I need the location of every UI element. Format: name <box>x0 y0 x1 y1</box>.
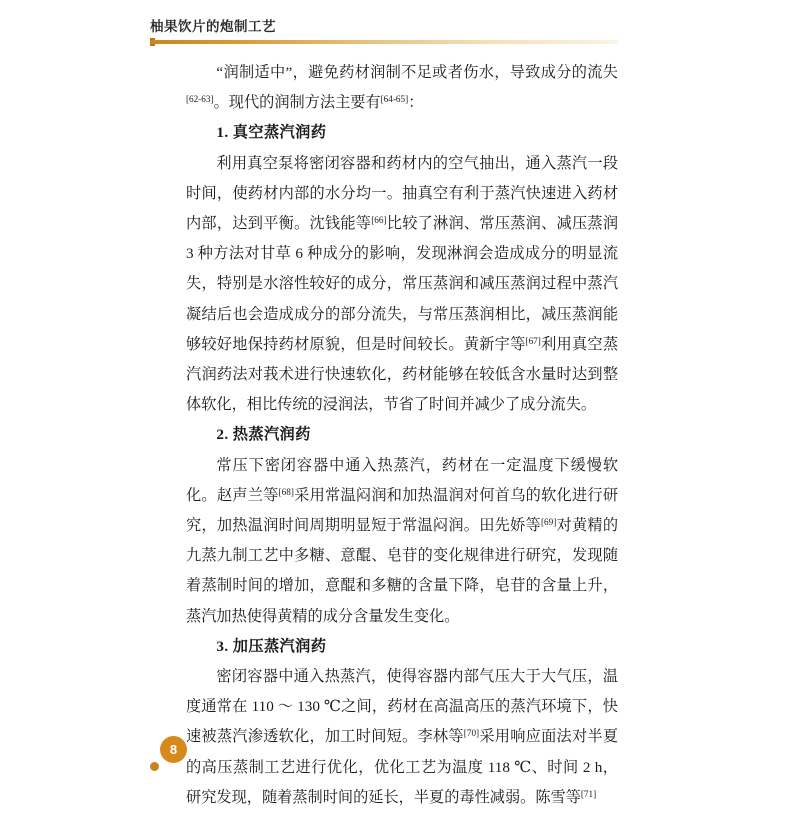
citation-71: [71] <box>580 788 597 799</box>
folio-dot-decoration <box>150 762 159 771</box>
section-heading-3: 3. 加压蒸汽润药 <box>216 637 327 655</box>
section-2-text-1: 常压下密闭容器中通入热蒸汽，药材在一定温度下缓慢软化。赵声兰等 <box>186 456 618 504</box>
section-heading-2: 2. 热蒸汽润药 <box>216 426 311 444</box>
citation-66: [66] <box>371 215 387 226</box>
section-3-paragraph <box>186 662 618 813</box>
page-folio <box>148 736 194 776</box>
citation-69: [69] <box>540 517 557 528</box>
section-heading-1: 1. 真空蒸汽润药 <box>216 124 327 142</box>
section-1-text-3: 利用真空蒸汽润药法对莪术进行快速软化，药材能够在较低含水量时达到整体软化，相比传统的浸润法，节省了时间并减少了成分流失。 <box>186 335 619 414</box>
intro-text-1: “润制适中”，避免药材润制不足或者伤水，导致成分的流失 <box>216 64 618 81</box>
running-head-title: 柚果饮片的炮制工艺 <box>150 19 276 34</box>
citation-67: [67] <box>525 335 541 346</box>
citation-64-65: [64-65] <box>380 94 409 105</box>
intro-paragraph <box>186 58 618 118</box>
running-head <box>150 18 630 50</box>
section-3-text-2: 采用响应面法对半夏的高压蒸制工艺进行优化，优化工艺为温度 118 ℃、时间 2 h，研究发现，随着蒸制时间的延长，半夏的毒性减弱。陈雪等 <box>186 728 619 806</box>
section-2-text-2: 采用常温闷润和加热温润对何首乌的软化进行研究，加热温润时间周期明显短于常温闷润。田先娇等 <box>186 486 619 535</box>
body-text <box>186 58 618 813</box>
section-1-text-2: 比较了淋润、常压蒸润、减压蒸润 3 种方法对甘草 6 种成分的影响，发现淋润会造成成分的明显流失，特别是水溶性较好的成分，常压蒸润和减压蒸润过程中蒸汽凝结后也会造成成分的部分流失，与常压蒸润相比，减压蒸润能够较好地保持药材原貌，但是时间较长。黄新宇等 <box>186 215 619 353</box>
intro-text-3: ： <box>408 94 424 112</box>
page-number: 8 <box>160 736 187 763</box>
section-1-paragraph <box>186 149 618 421</box>
citation-68: [68] <box>278 486 294 497</box>
section-2-text-3: 对黄精的九蒸九制工艺中多糖、意醌、皂苷的变化规律进行研究，发现随着蒸制时间的增加，意醌和多糖的含量下降，皂苷的含量上升，蒸汽加热使得黄精的成分含量发生变化。 <box>186 517 619 625</box>
section-3-text-1: 密闭容器中通入热蒸汽，使得容器内部气压大于大气压，温度通常在 110 ～ 130 ℃之间，药材在高温高压的蒸汽环境下，快速被蒸汽渗透软化，加工时间短。李林等 <box>186 668 618 746</box>
citation-62-63: [62-63] <box>186 94 214 105</box>
header-rule <box>150 40 618 44</box>
citation-70: [70] <box>463 728 480 739</box>
section-2-paragraph <box>186 451 618 632</box>
section-1-text-1: 利用真空泵将密闭容器和药材内的空气抽出，通入蒸汽一段时间，使药材内部的水分均一。抽真空有利于蒸汽快速进入药材内部，达到平衡。沈钱能等 <box>186 154 618 233</box>
intro-text-2: 。现代的润制方法主要有 <box>213 94 381 112</box>
